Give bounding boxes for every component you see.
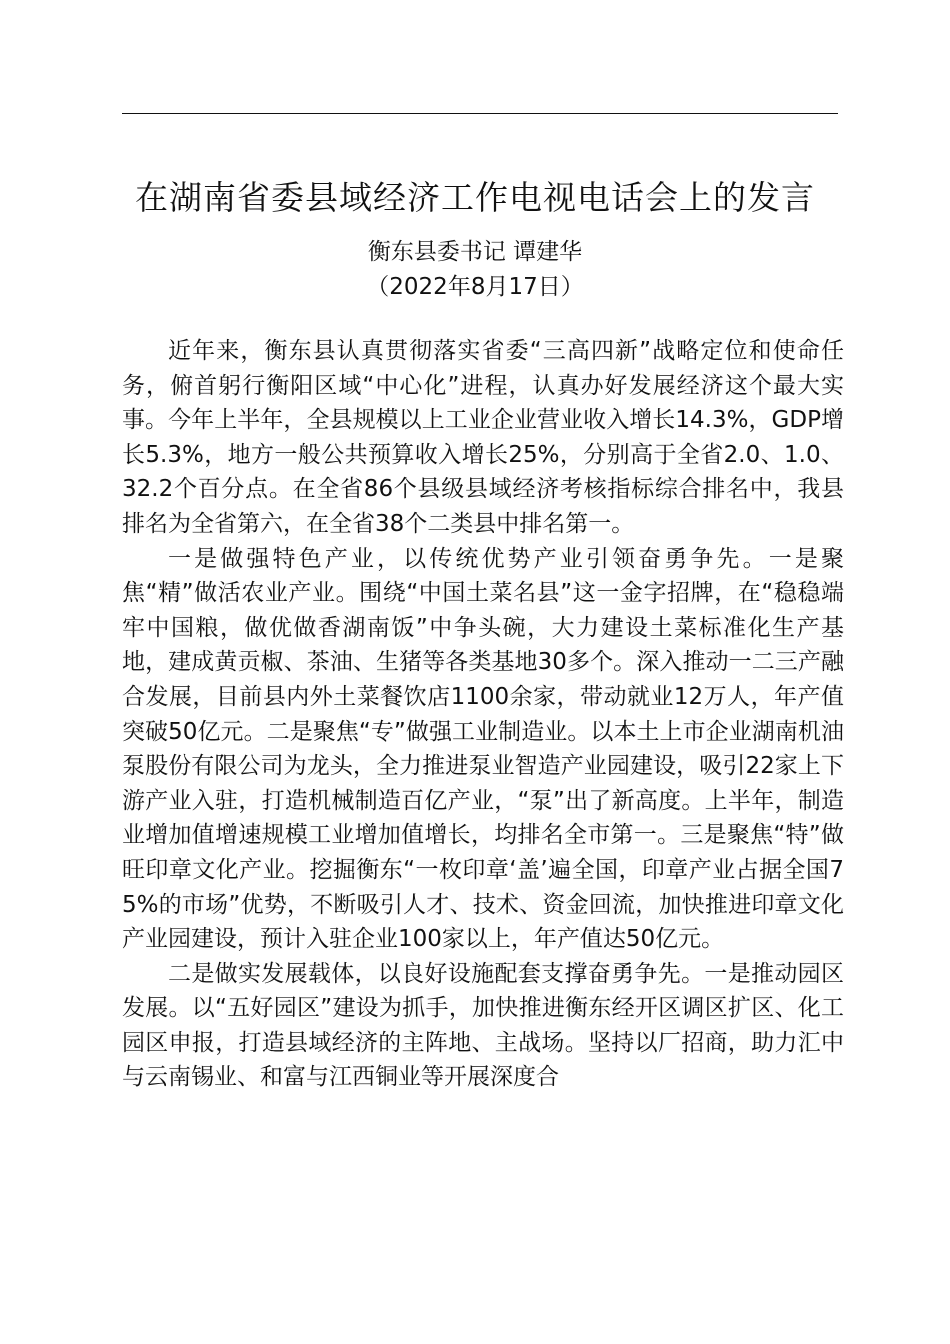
- document-title: 在湖南省委县域经济工作电视电话会上的发言: [135, 178, 815, 217]
- document-body: [122, 334, 844, 1095]
- author-line: 衡东县委书记 谭建华: [367, 239, 583, 265]
- paragraph-industry: 一是做强特色产业，以传统优势产业引领奋勇争先。一是聚焦“精”做活农业产业。围绕“中国土菜名县”这一金字招牌，在“稳稳端牢中国粮，做优做香湖南饭”中争头碗，大力建设土菜标准化生产基地，建成黄贡椒、茶油、生猪等各类基地30多个。深入推动一二三产融合发展，目前县内外土菜餐饮店1100余家，带动就业12万人，年产值突破50亿元。二是聚焦“专”做强工业制造业。以本土上市企业湖南机油泵股份有限公司为龙头，全力推进泵业智造产业园建设，吸引22家上下游产业入驻，打造机械制造百亿产业，“泵”出了新高度。上半年，制造业增加值增速规模工业增加值增长，均排名全市第一。三是聚焦“特”做旺印章文化产业。挖掘衡东“一枚印章‘盖’遍全国，印章产业占据全国75%的市场”优势，不断吸引人才、技术、资金回流，加快推进印章文化产业园建设，预计入驻企业100家以上，年产值达50亿元。: [122, 545, 844, 953]
- paragraph-carrier: 二是做实发展载体，以良好设施配套支撑奋勇争先。一是推动园区发展。以“五好园区”建设为抓手，加快推进衡东经开区调区扩区、化工园区申报，打造县域经济的主阵地、主战场。坚持以厂招商，助力汇中与云南锡业、和富与江西铜业等开展深度合: [122, 960, 844, 1091]
- paragraph-intro: 近年来，衡东县认真贯彻落实省委“三高四新”战略定位和使命任务，俯首躬行衡阳区域“中心化”进程，认真办好发展经济这个最大实事。今年上半年，全县规模以上工业企业营业收入增长14.3%，GDP增长5.3%，地方一般公共预算收入增长25%，分别高于全省2.0、1.0、32.2个百分点。在全省86个县级县域经济考核指标综合排名中，我县排名为全省第六，在全省38个二类县中排名第一。: [122, 338, 844, 537]
- date-line: （2022年8月17日）: [366, 274, 584, 300]
- header-rule: [122, 113, 838, 114]
